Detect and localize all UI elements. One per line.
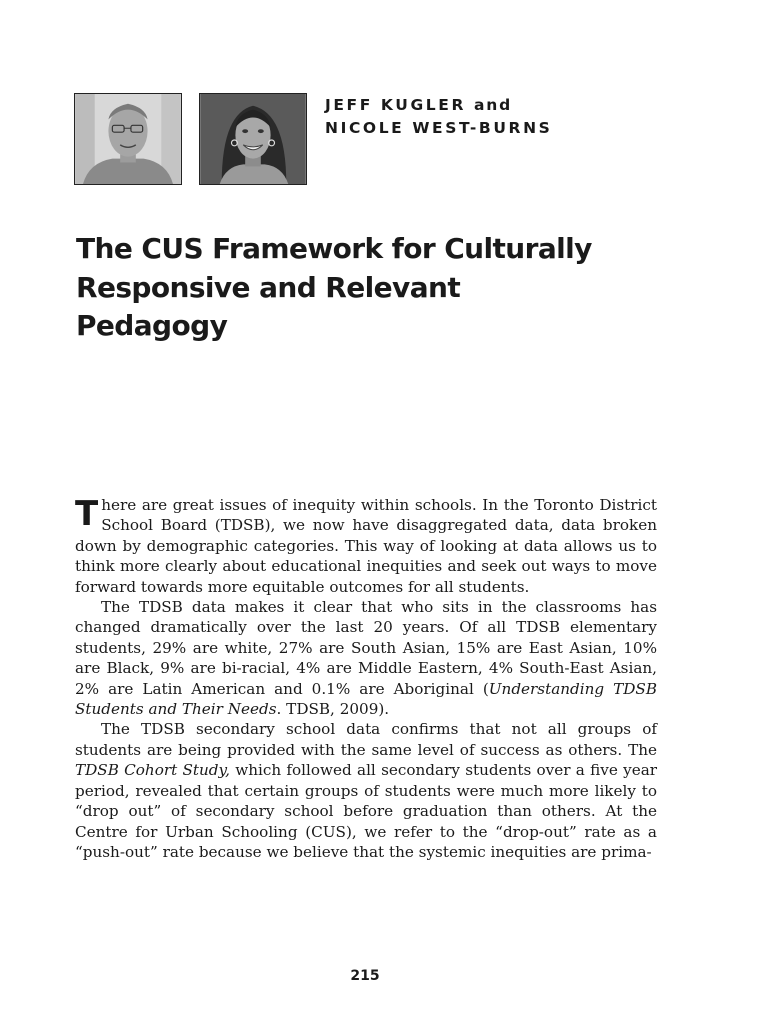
- drop-cap: T: [75, 494, 99, 534]
- chapter-title-line-3: Pedagogy: [76, 309, 228, 342]
- author-jeff-kugler: JEFF KUGLER: [325, 96, 466, 114]
- author-line-1: [325, 94, 552, 117]
- page-number: 215: [350, 968, 380, 984]
- author-photo-nicole-west-burns: [199, 93, 307, 185]
- chapter-body: [75, 495, 657, 862]
- paragraph-3-text-after: which followed all secondary students over a five year period, revealed that certain groups of students were much more likely to “drop out” of secondary school before graduation than others. At the Centre for Urban Schooling (CUS), we refer to the “drop-out” rate as a “push-out” rate because we believe that the systemic inequities are prima-: [75, 761, 658, 861]
- chapter-title-line-1: The CUS Framework for Culturally: [76, 232, 592, 265]
- author-nicole-west-burns: NICOLE WEST-BURNS: [325, 119, 553, 137]
- paragraph-1-text: here are great issues of inequity within schools. In the Toronto District School Board (TDSB), we now have disaggregated data, data broken down by demographic categories. This way of looking at data allows us to think more clearly about educational inequities and seek out ways to move forward towards more equitable outcomes for all students.: [75, 496, 657, 596]
- citation-title: Understanding TDSB Students and Their Needs: [75, 679, 657, 719]
- paragraph-3: [75, 719, 657, 862]
- author-names: [325, 94, 552, 140]
- paragraph-1: [75, 495, 657, 597]
- paragraph-2-text-after: . TDSB, 2009).: [276, 700, 390, 719]
- paragraph-2-text-before: The TDSB data makes it clear that who sits in the classrooms has changed dramatically over the last 20 years. Of all TDSB elementary students, 29% are white, 27% are South Asian, 15% are East Asian, 10% are Black, 9% are bi-racial, 4% are Middle Eastern, 4% South-East Asian, 2% are Latin American and 0.1% are Aboriginal (: [75, 598, 657, 698]
- chapter-title-line-2: Responsive and Relevant: [76, 270, 461, 304]
- author-photo-jeff-kugler: [74, 93, 182, 185]
- paragraph-3-text-before: The TDSB secondary school data confirms that not all groups of students are being provided with the same level of success as others. The: [75, 720, 657, 759]
- study-title: TDSB Cohort Study,: [75, 761, 230, 780]
- chapter-title: [76, 230, 696, 346]
- paragraph-2: [75, 597, 657, 719]
- author-conjunction: and: [473, 96, 512, 114]
